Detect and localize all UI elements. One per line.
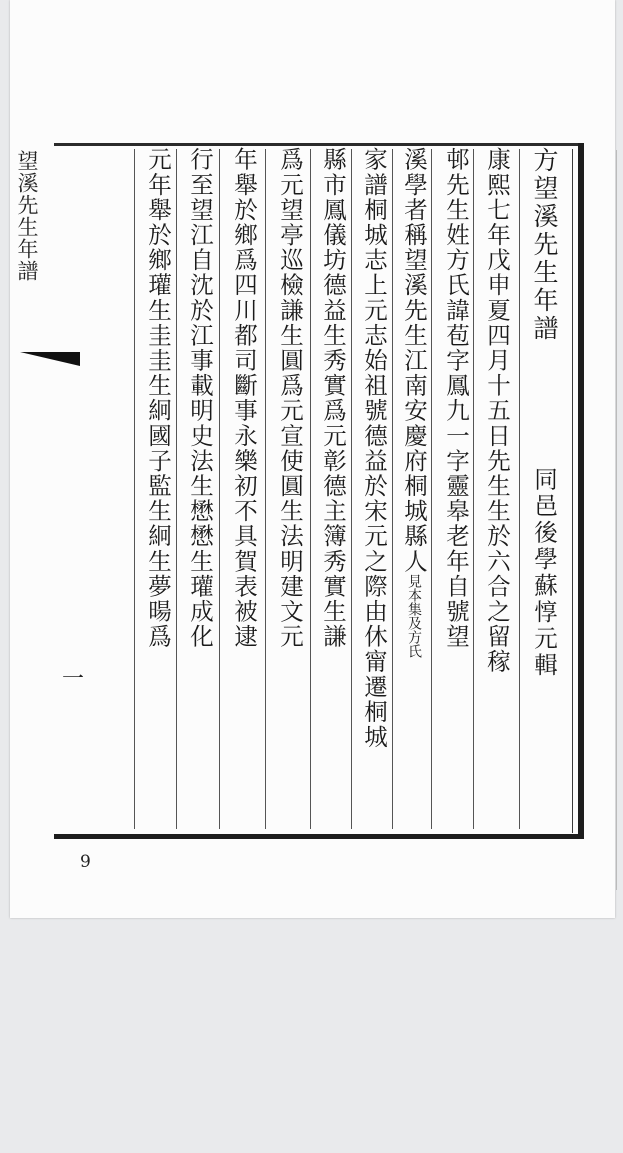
column-rule — [519, 149, 520, 829]
page-title: 方望溪先生年譜 — [530, 147, 559, 343]
text-column: 年舉於鄉爲四川都司斷事永樂初不具賀表被逮 — [230, 147, 258, 649]
text-column: 元年舉於鄉瓘生圭圭生絅國子監生絅生夢暘爲 — [144, 147, 172, 649]
text-column: 行至望江自沈於江事載明史法生懋懋生瓘成化 — [186, 147, 214, 649]
text-column-body: 溪學者稱望溪先生江南安慶府桐城縣人 — [400, 147, 428, 574]
author-line: 同邑後學蘇惇元輯 — [530, 467, 558, 679]
book-page — [10, 0, 615, 918]
column-rule — [310, 149, 311, 829]
page-number: 9 — [80, 852, 91, 872]
text-column: 家譜桐城志上元志始祖號德益於宋元之際由休甯遷桐城 — [360, 147, 388, 750]
margin-mark: 一 — [62, 667, 85, 692]
annotation-and: 及方氏 — [406, 615, 422, 658]
column-rule — [134, 149, 135, 829]
frame-border-top — [54, 143, 584, 146]
text-column: 邨先生姓方氏諱苞字鳳九一字靈皋老年自號望 — [442, 147, 470, 649]
text-column: 爲元望亭巡檢謙生圓爲元宣使圓生法明建文元 — [276, 147, 304, 649]
frame-border-bottom — [54, 834, 584, 839]
frame-border-right — [578, 143, 584, 839]
text-column: 康熙七年戊申夏四月十五日先生生於六合之留稼 — [483, 147, 511, 675]
text-column: 縣市鳳儀坊德益生秀實爲元彰德主簿秀實生謙 — [319, 147, 347, 649]
page-edge — [616, 150, 617, 890]
text-column — [394, 147, 434, 833]
spine-title: 望溪先生年譜 — [15, 150, 39, 282]
column-rule — [265, 149, 266, 829]
annotation-see: 見本集 — [406, 573, 422, 616]
text-frame — [54, 143, 584, 839]
frame-border-right-inner — [572, 149, 573, 833]
